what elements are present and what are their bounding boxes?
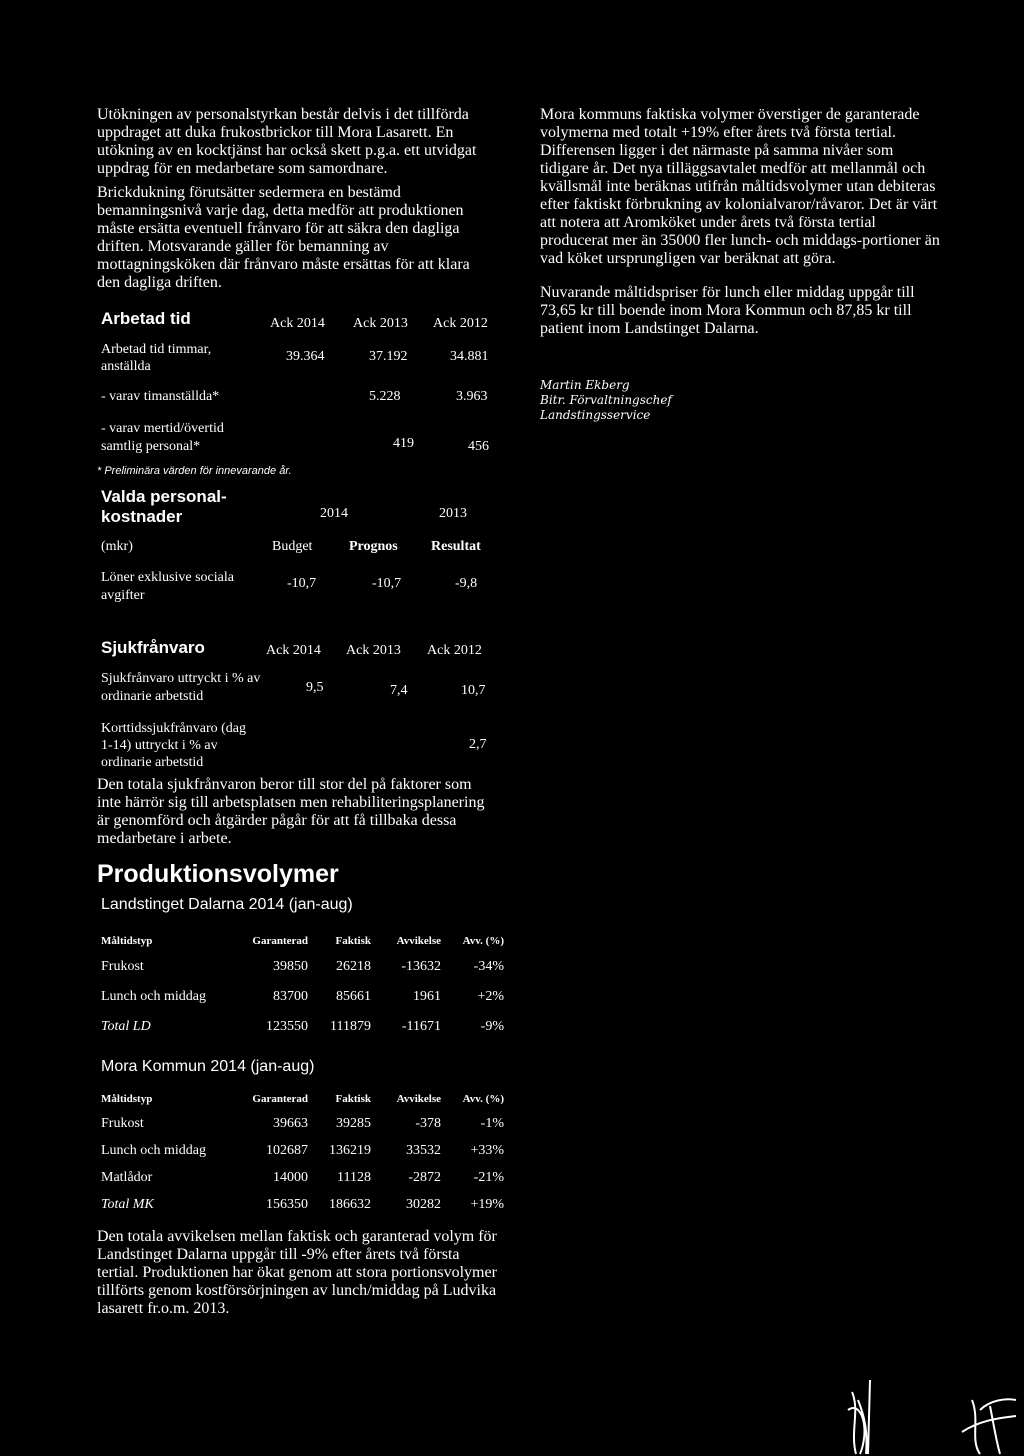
- kostnader-col-budget: Budget: [272, 539, 313, 554]
- arbetad-value: 456: [468, 439, 489, 454]
- table-row: [101, 1012, 504, 1042]
- sjuk-row-label: Korttidssjukfrånvaro (dag 1-14) uttryckt i % av ordinarie arbetstid: [101, 721, 247, 770]
- kostnader-heading-line1: Valda personal-: [101, 487, 227, 506]
- kostnader-row-label: Löner exklusive sociala avgifter: [101, 570, 234, 603]
- table-cell: 39285: [336, 1115, 371, 1131]
- arbetad-col-2013: Ack 2013: [353, 316, 408, 331]
- handwritten-initials: [830, 1370, 1020, 1456]
- table-cell: Total MK: [101, 1196, 154, 1212]
- sjuk-value: 7,4: [390, 683, 408, 698]
- table-cell: 85661: [336, 989, 371, 1004]
- kostnader-value: -10,7: [287, 576, 317, 591]
- arbetad-value: 34.881: [450, 349, 489, 364]
- sjukfranvaro-heading: Sjukfrånvaro: [101, 638, 205, 657]
- kostnader-year-2014: 2014: [320, 506, 348, 521]
- arbetad-value: 5.228: [369, 389, 401, 404]
- table-row: [101, 1137, 504, 1164]
- table-row: [101, 1191, 504, 1218]
- table-cell: 186632: [329, 1196, 371, 1212]
- kostnader-value: -9,8: [455, 576, 478, 591]
- kostnader-year-2013: 2013: [439, 506, 467, 521]
- table-cell: 1961: [413, 989, 441, 1004]
- kostnader-value: -10,7: [372, 576, 402, 591]
- table-cell: 11128: [337, 1169, 371, 1185]
- table-cell: -2872: [408, 1169, 441, 1185]
- table-cell: Total LD: [101, 1019, 151, 1034]
- produktionsvolymer-heading: Produktionsvolymer: [97, 860, 339, 888]
- mk-header: Avvikelse: [396, 1093, 441, 1105]
- kostnader-heading-line2: kostnader: [101, 507, 183, 526]
- table-cell: 39663: [273, 1115, 308, 1131]
- mora-volumes-paragraph: Mora kommuns faktiska volymer överstiger de garanterade volymerna med totalt +19% efter årets två första tertial. Differensen ligger i det närmaste på samma nivåer som tidigare år. Det nya tilläggsavtalet medför att mellanmål och kvällsmål inte beräknas utifrån måltidsvolymer utan debiteras efter faktiskt förbrukning av kolonialvaror/råvaror. Det är värt att notera att Aromköket under årets två första tertial producerat mer än 35000 fler lunch- och middags-portioner än vad köket ursprungligen var beräknat att göra.: [540, 106, 940, 267]
- signature-org: Landstingsservice: [540, 408, 651, 422]
- table-cell: 14000: [273, 1169, 308, 1185]
- ld-header: Avv. (%): [462, 935, 504, 947]
- table-cell: 136219: [329, 1142, 371, 1158]
- table-row: [101, 952, 504, 982]
- table-row: [101, 1110, 504, 1137]
- kostnader-heading: [101, 487, 227, 527]
- table-cell: -11671: [401, 1019, 441, 1034]
- kostnader-col-prognos: Prognos: [349, 539, 398, 554]
- ld-header: Faktisk: [335, 935, 371, 947]
- arbetad-value: 419: [393, 436, 414, 451]
- table-cell: -378: [415, 1115, 441, 1131]
- mk-header: Garanterad: [252, 1093, 308, 1105]
- sjuk-row-label: Sjukfrånvaro uttryckt i % av ordinarie arbetstid: [101, 671, 261, 704]
- sjuk-value: 2,7: [469, 737, 487, 752]
- arbetad-tid-heading: Arbetad tid: [101, 309, 191, 328]
- sjuk-col-2014: Ack 2014: [266, 643, 321, 658]
- arbetad-value: 39.364: [286, 349, 325, 364]
- mk-header: Avv. (%): [462, 1093, 504, 1105]
- table-row: [101, 1164, 504, 1191]
- table-cell: 33532: [406, 1142, 441, 1158]
- table-cell: Lunch och middag: [101, 989, 206, 1004]
- staffing-paragraph: Brickdukning förutsätter sedermera en bestämd bemanningsnivå varje dag, detta medför att produktionen måste ersätta eventuell frånvaro för att säkra den dagliga driften. Motsvarande gäller för bemanning av mottagningsköken där frånvaro måste ersättas för att klara den dagliga driften.: [97, 184, 470, 291]
- kostnader-unit: (mkr): [101, 539, 133, 554]
- ld-header: Avvikelse: [396, 935, 441, 947]
- mk-table-title: Mora Kommun 2014 (jan-aug): [101, 1058, 315, 1075]
- sjuk-value: 10,7: [461, 683, 486, 698]
- arbetad-row-label: - varav timanställda*: [101, 389, 220, 404]
- arbetad-col-2012: Ack 2012: [433, 316, 488, 331]
- table-cell: 156350: [266, 1196, 308, 1212]
- ld-table-title: Landstinget Dalarna 2014 (jan-aug): [101, 896, 353, 913]
- table-cell: 102687: [266, 1142, 308, 1158]
- arbetad-row-label: Arbetad tid timmar, anställda: [101, 342, 212, 374]
- ld-header: Måltidstyp: [101, 935, 153, 947]
- table-cell: +2%: [477, 989, 504, 1004]
- mk-header: Faktisk: [335, 1093, 371, 1105]
- table-cell: Matlådor: [101, 1169, 153, 1185]
- table-cell: -13632: [401, 959, 441, 974]
- meal-prices-paragraph: Nuvarande måltidspriser för lunch eller middag uppgår till 73,65 kr till boende inom Mora Kommun och 87,85 kr till patient inom Landstinget Dalarna.: [540, 284, 915, 337]
- intro-paragraph: Utökningen av personalstyrkan består delvis i det tillförda uppdraget att duka frukostbrickor till Mora Lasarett. En utökning av en kocktjänst har också skett p.g.a. ett utvidgat uppdrag för en medarbetare som samordnare.: [97, 106, 477, 177]
- table-cell: 39850: [273, 959, 308, 974]
- table-cell: -34%: [473, 959, 504, 974]
- avvikelse-paragraph: Den totala avvikelsen mellan faktisk och garanterad volym för Landstinget Dalarna uppgår till -9% efter årets två första tertial. Produktionen har ökat genom att stora portionsvolymer tillförts genom kostförsörjningen av lunch/middag på Ludvika lasarett fr.o.m. 2013.: [97, 1228, 497, 1317]
- table-cell: -9%: [480, 1019, 504, 1034]
- arbetad-col-2014: Ack 2014: [270, 316, 325, 331]
- table-cell: -1%: [480, 1115, 504, 1131]
- sjukfranvaro-paragraph: Den totala sjukfrånvaron beror till stor del på faktorer som inte härrör sig till arbetsplatsen men rehabiliteringsplanering är genomförd och åtgärder pågår för att få tillbaka dessa medarbetare i arbete.: [97, 776, 485, 847]
- table-row: [101, 982, 504, 1012]
- table-cell: 123550: [266, 1019, 308, 1034]
- sjuk-col-2012: Ack 2012: [427, 643, 482, 658]
- mk-volume-table: [101, 1088, 504, 1218]
- signature-title: Bitr. Förvaltningschef: [540, 393, 672, 407]
- signature-name: Martin Ekberg: [540, 378, 630, 392]
- arbetad-row-label: - varav mertid/övertid samtlig personal*: [101, 421, 224, 454]
- table-cell: +33%: [470, 1142, 504, 1158]
- ld-header: Garanterad: [252, 935, 308, 947]
- table-cell: Frukost: [101, 1115, 144, 1131]
- table-cell: +19%: [470, 1196, 504, 1212]
- table-cell: 30282: [406, 1196, 441, 1212]
- sjuk-value: 9,5: [306, 680, 324, 695]
- preliminary-note: * Preliminära värden för innevarande år.: [97, 465, 292, 477]
- signature-block: [540, 378, 672, 423]
- kostnader-col-resultat: Resultat: [431, 539, 481, 554]
- table-cell: Lunch och middag: [101, 1142, 206, 1158]
- mk-header: Måltidstyp: [101, 1093, 153, 1105]
- table-cell: -21%: [473, 1169, 504, 1185]
- ld-volume-table: [101, 930, 504, 1042]
- table-cell: 83700: [273, 989, 308, 1004]
- arbetad-value: 3.963: [456, 389, 488, 404]
- table-cell: Frukost: [101, 959, 144, 974]
- table-cell: 111879: [330, 1019, 371, 1034]
- arbetad-value: 37.192: [369, 349, 408, 364]
- sjuk-col-2013: Ack 2013: [346, 643, 401, 658]
- table-cell: 26218: [336, 959, 371, 974]
